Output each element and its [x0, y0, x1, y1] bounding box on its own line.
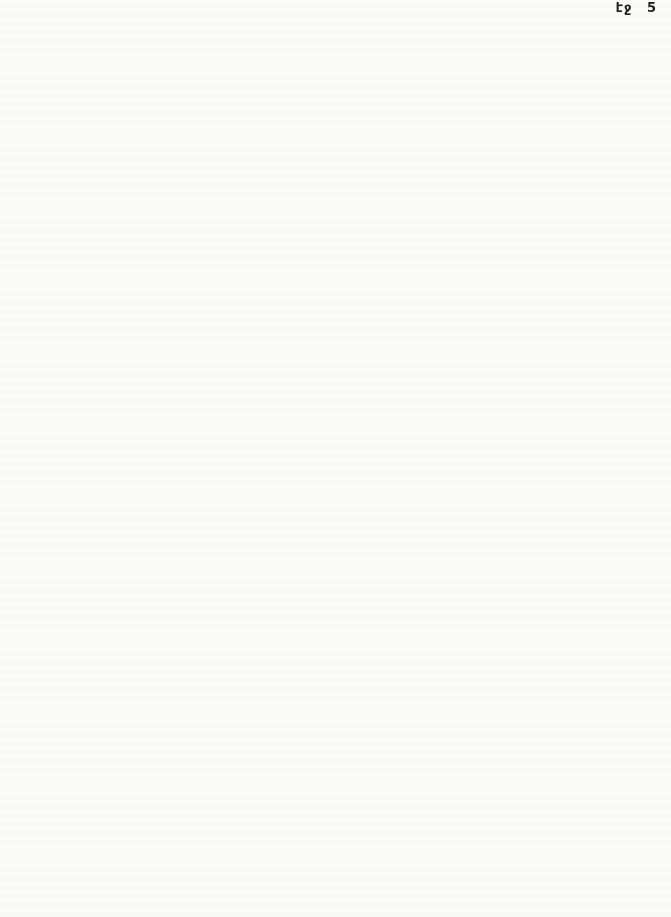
page-number: էջ 5 [615, 1, 657, 16]
